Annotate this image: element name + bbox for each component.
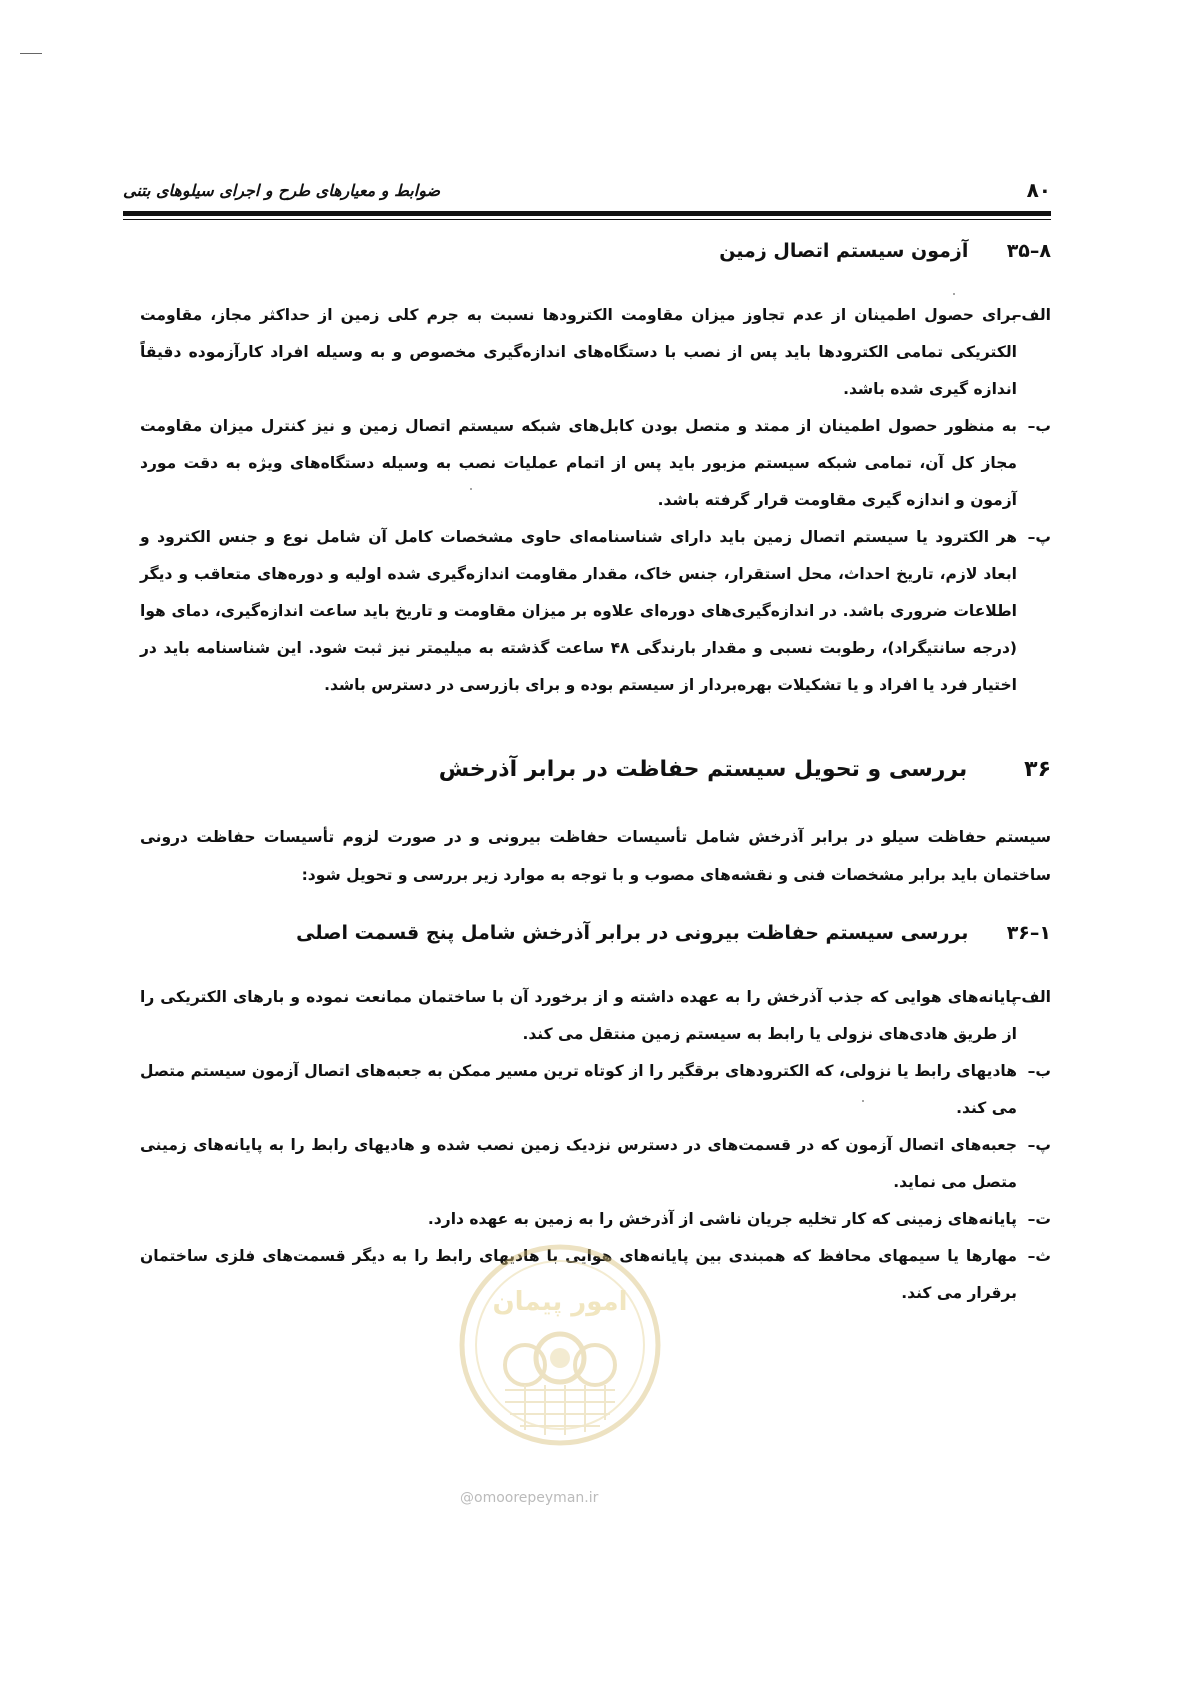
header-rule-thin: [123, 219, 1051, 220]
list-item: [140, 297, 1051, 408]
section-number: ۱–۳۶: [1006, 922, 1051, 944]
list-item: [140, 519, 1051, 704]
item-marker: الف–: [1013, 306, 1051, 324]
item-marker: پ–: [1027, 528, 1051, 546]
item-marker: ب–: [1027, 417, 1051, 435]
page-number: ۸۰: [1026, 178, 1051, 202]
scan-speck: [470, 488, 472, 490]
item-marker: ب–: [1027, 1062, 1051, 1080]
section-heading-35-8: [719, 240, 1051, 262]
scan-speck: [862, 1100, 864, 1102]
item-marker: پ–: [1027, 1136, 1051, 1154]
item-marker: ت–: [1027, 1210, 1051, 1228]
list-35-8: [140, 297, 1051, 704]
item-marker: ث–: [1027, 1247, 1051, 1265]
item-text: هر الکترود یا سیستم اتصال زمین باید دارای شناسنامه‌ای حاوی مشخصات کامل آن شامل نوع و جنس الکترود و ابعاد لازم، تاریخ احداث، محل استقرار، جنس خاک، مقدار مقاومت اندازه‌گیری شده اولیه و دوره‌های متعاقب و دیگر اطلاعات ضروری باشد. در اندازه‌گیری‌های دوره‌ای علاوه بر میزان مقاومت و تاریخ باید ساعت اندازه‌گیری، دمای هوا (درجه سانتیگراد)، رطوبت نسبی و مقدار بارندگی ۴۸ ساعت گذشته به میلیمتر نیز ثبت شود. این شناسنامه باید در اختیار فرد یا افراد و یا تشکیلات بهره‌بردار از سیستم بوده و برای بازرسی در دسترس باشد.: [140, 528, 1018, 694]
running-title: ضوابط و معیارهای طرح و اجرای سیلوهای بتنی: [123, 181, 441, 200]
scan-speck: [953, 293, 955, 295]
list-item: [140, 1201, 1051, 1238]
section-heading-36-1: [296, 922, 1051, 944]
section-title: بررسی و تحویل سیستم حفاظت در برابر آذرخش: [438, 757, 968, 782]
item-text: مهارها یا سیمهای محافظ که همبندی بین پایانه‌های هوایی با هادیهای رابط را به دیگر قسمت‌های فلزی ساختمان برقرار می کند.: [140, 1247, 1017, 1302]
section-number: ۳۶: [1024, 757, 1051, 782]
item-text: برای حصول اطمینان از عدم تجاوز میزان مقاومت الکترودها نسبت به جرم کلی زمین از حداکثر مجاز، مقاومت الکتریکی تمامی الکترودها باید پس از نصب با دستگاه‌های اندازه‌گیری مخصوص و به وسیله افراد کارآزموده دقیقاً اندازه گیری شده باشد.: [140, 306, 1017, 398]
section-title: آزمون سیستم اتصال زمین: [719, 240, 969, 262]
list-item: [140, 979, 1051, 1053]
item-text: هادیهای رابط یا نزولی، که الکترودهای برقگیر را از کوتاه ترین مسیر ممکن به جعبه‌های اتصال آزمون سیستم متصل می کند.: [140, 1062, 1017, 1117]
header-rule-thick: [123, 211, 1051, 216]
section-heading-36: [439, 757, 1051, 782]
watermark-seal-icon: [455, 1240, 665, 1470]
list-item: [140, 1127, 1051, 1201]
seal-text: امور پیمان: [492, 1287, 628, 1317]
section-title: بررسی سیستم حفاظت بیرونی در برابر آذرخش شامل پنج قسمت اصلی: [296, 922, 969, 944]
item-text: پایانه‌های هوایی که جذب آذرخش را به عهده داشته و از برخورد آن با ساختمان ممانعت نموده و بارهای الکتریکی را از طریق هادی‌های نزولی یا رابط به سیستم زمین منتقل می کند.: [140, 988, 1017, 1043]
item-marker: الف–: [1013, 988, 1051, 1006]
section-number: ۸–۳۵: [1006, 240, 1051, 262]
item-text: به منظور حصول اطمینان از ممتد و متصل بودن کابل‌های شبکه سیستم اتصال زمین و نیز کنترل میزان مقاومت مجاز کل آن، تمامی شبکه سیستم مزبور باید پس از اتمام عملیات نصب به وسیله دستگاه‌های ویژه به دقت مورد آزمون و اندازه گیری مقاومت قرار گرفته باشد.: [140, 417, 1017, 509]
section-36-intro: سیستم حفاظت سیلو در برابر آذرخش شامل تأسیسات حفاظت بیرونی و در صورت لزوم تأسیسات حفاظت درونی ساختمان باید برابر مشخصات فنی و نقشه‌های مصوب و با توجه به موارد زیر بررسی و تحویل شود:: [140, 828, 1051, 884]
watermark-url: @omoorepeyman.ir: [460, 1490, 599, 1506]
list-item: [140, 1053, 1051, 1127]
item-text: جعبه‌های اتصال آزمون که در قسمت‌های در دسترس نزدیک زمین نصب شده و هادیهای رابط را به پایانه‌های زمینی متصل می نماید.: [140, 1136, 1017, 1191]
list-item: [140, 408, 1051, 519]
margin-mark: [20, 53, 42, 54]
item-text: پایانه‌های زمینی که کار تخلیه جریان ناشی از آذرخش را به زمین به عهده دارد.: [427, 1210, 1017, 1228]
page-header: [123, 178, 1051, 202]
